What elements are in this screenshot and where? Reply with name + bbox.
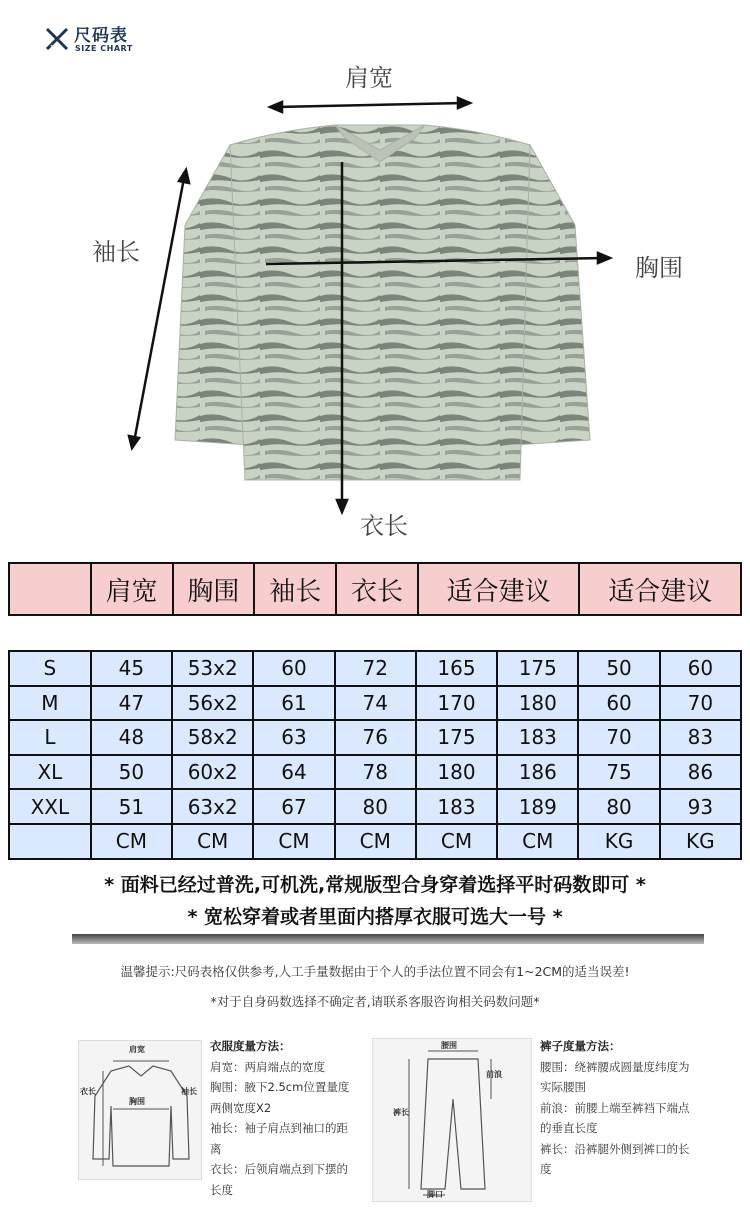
value-cell: CM <box>253 824 334 859</box>
size-cell <box>9 824 91 859</box>
mini-waist-label: 腰围 <box>441 1041 457 1050</box>
mini-sleeve-label: 袖长 <box>181 1087 197 1096</box>
mini-pants-length-label: 裤长 <box>393 1108 409 1117</box>
size-cell: S <box>9 651 91 686</box>
value-cell: 45 <box>91 651 172 686</box>
value-cell: CM <box>416 824 497 859</box>
mini-hem-label: 脚口 <box>427 1190 443 1199</box>
size-data-table <box>8 650 742 860</box>
mini-rise-label: 前浪 <box>486 1070 502 1079</box>
value-cell: 175 <box>416 720 497 755</box>
pants-outline-icon <box>373 1039 533 1203</box>
shirt-outline-icon <box>79 1041 203 1181</box>
shoulder-label: 肩宽 <box>345 64 393 92</box>
measurement-tip: 温馨提示:尺码表格仅供参考,人工手量数据由于个人的手法位置不同会有1~2CM的适当误差! <box>120 964 630 979</box>
header-cell: 肩宽 <box>91 563 173 615</box>
shirt-measure-diagram <box>78 1040 202 1180</box>
mini-length-label: 衣长 <box>80 1087 96 1096</box>
size-header-table <box>8 562 742 616</box>
value-cell: 61 <box>253 686 334 721</box>
value-cell: 180 <box>416 755 497 790</box>
contact-tip: *对于自身码数选择不确定者,请联系客服咨询相关码数问题* <box>210 994 540 1009</box>
shirt-method-title: 衣服度量方法： <box>210 1039 291 1053</box>
jacket-illustration <box>80 50 700 550</box>
table-row <box>9 755 741 790</box>
pants-method-line: 前浪：前腰上端至裤裆下端点 <box>540 1100 690 1115</box>
value-cell: 51 <box>91 789 172 824</box>
size-cell: L <box>9 720 91 755</box>
logo-subtitle: SIZE CHART <box>75 44 133 53</box>
value-cell: 70 <box>660 686 741 721</box>
section-divider <box>72 934 704 944</box>
value-cell: 165 <box>416 651 497 686</box>
size-cell: XXL <box>9 789 91 824</box>
value-cell: 48 <box>91 720 172 755</box>
fabric-note: * 面料已经过普洗,可机洗,常规版型合身穿着选择平时码数即可 * <box>104 874 646 896</box>
pants-measure-diagram <box>372 1038 532 1202</box>
pants-method-title: 裤子度量方法： <box>540 1039 621 1053</box>
sleeve-label: 袖长 <box>92 238 140 266</box>
value-cell: 63x2 <box>172 789 253 824</box>
value-cell: 53x2 <box>172 651 253 686</box>
value-cell: 183 <box>416 789 497 824</box>
shirt-method <box>210 1036 360 1200</box>
value-cell: CM <box>172 824 253 859</box>
value-cell: 50 <box>578 651 659 686</box>
shirt-method-line: 肩宽：两肩端点的宽度 <box>210 1059 325 1074</box>
pants-method <box>540 1036 730 1180</box>
value-cell: 86 <box>660 755 741 790</box>
table-row <box>9 720 741 755</box>
value-cell: 72 <box>335 651 416 686</box>
header-cell <box>9 563 91 615</box>
shirt-method-line: 长度 <box>210 1182 233 1197</box>
value-cell: 58x2 <box>172 720 253 755</box>
value-cell: 60 <box>253 651 334 686</box>
mini-shoulder-label: 肩宽 <box>129 1045 145 1054</box>
value-cell: CM <box>91 824 172 859</box>
value-cell: 83 <box>660 720 741 755</box>
mini-chest-label: 胸围 <box>129 1097 145 1106</box>
header-cell: 适合建议 <box>579 563 741 615</box>
value-cell: 93 <box>660 789 741 824</box>
value-cell: 67 <box>253 789 334 824</box>
jacket-diagram <box>80 50 700 550</box>
value-cell: 74 <box>335 686 416 721</box>
value-cell: 60x2 <box>172 755 253 790</box>
value-cell: 63 <box>253 720 334 755</box>
shirt-method-line: 袖长：袖子肩点到袖口的距 <box>210 1121 348 1135</box>
header-cell: 衣长 <box>336 563 418 615</box>
value-cell: KG <box>578 824 659 859</box>
logo-title: 尺码表 <box>74 26 128 46</box>
pants-method-line: 度 <box>540 1162 552 1176</box>
shirt-method-line: 离 <box>210 1141 222 1156</box>
value-cell: 60 <box>578 686 659 721</box>
value-cell: 56x2 <box>172 686 253 721</box>
length-label: 衣长 <box>360 512 408 540</box>
header-cell: 胸围 <box>173 563 255 615</box>
value-cell: 47 <box>91 686 172 721</box>
value-cell: 60 <box>660 651 741 686</box>
value-cell: 78 <box>335 755 416 790</box>
table-row <box>9 824 741 859</box>
value-cell: 170 <box>416 686 497 721</box>
chest-label: 胸围 <box>635 254 683 282</box>
header-row <box>9 563 741 615</box>
value-cell: 50 <box>91 755 172 790</box>
value-cell: 80 <box>578 789 659 824</box>
value-cell: 64 <box>253 755 334 790</box>
value-cell: 183 <box>497 720 578 755</box>
value-cell: 189 <box>497 789 578 824</box>
value-cell: 75 <box>578 755 659 790</box>
pants-method-line: 的垂直长度 <box>540 1121 598 1135</box>
header-cell: 袖长 <box>254 563 336 615</box>
shirt-method-line: 两侧宽度X2 <box>210 1100 272 1115</box>
shirt-method-line: 胸围：腋下2.5cm位置量度 <box>210 1080 350 1094</box>
value-cell: 175 <box>497 651 578 686</box>
value-cell: 76 <box>335 720 416 755</box>
value-cell: KG <box>660 824 741 859</box>
table-row <box>9 686 741 721</box>
value-cell: CM <box>335 824 416 859</box>
value-cell: 186 <box>497 755 578 790</box>
pants-method-line: 实际腰围 <box>540 1080 586 1094</box>
value-cell: 80 <box>335 789 416 824</box>
value-cell: 70 <box>578 720 659 755</box>
loose-fit-note: * 宽松穿着或者里面内搭厚衣服可选大一号 * <box>187 906 563 928</box>
table-row <box>9 651 741 686</box>
ruler-pencil-icon <box>44 26 70 52</box>
value-cell: CM <box>497 824 578 859</box>
header-cell: 适合建议 <box>418 563 580 615</box>
table-row <box>9 789 741 824</box>
size-cell: XL <box>9 755 91 790</box>
size-cell: M <box>9 686 91 721</box>
value-cell: 180 <box>497 686 578 721</box>
pants-method-line: 腰围：绕裤腰成圆量度纬度为 <box>540 1059 690 1074</box>
pants-method-line: 裤长：沿裤腿外侧到裤口的长 <box>540 1141 690 1156</box>
shirt-method-line: 衣长：后领肩端点到下摆的 <box>210 1162 348 1176</box>
